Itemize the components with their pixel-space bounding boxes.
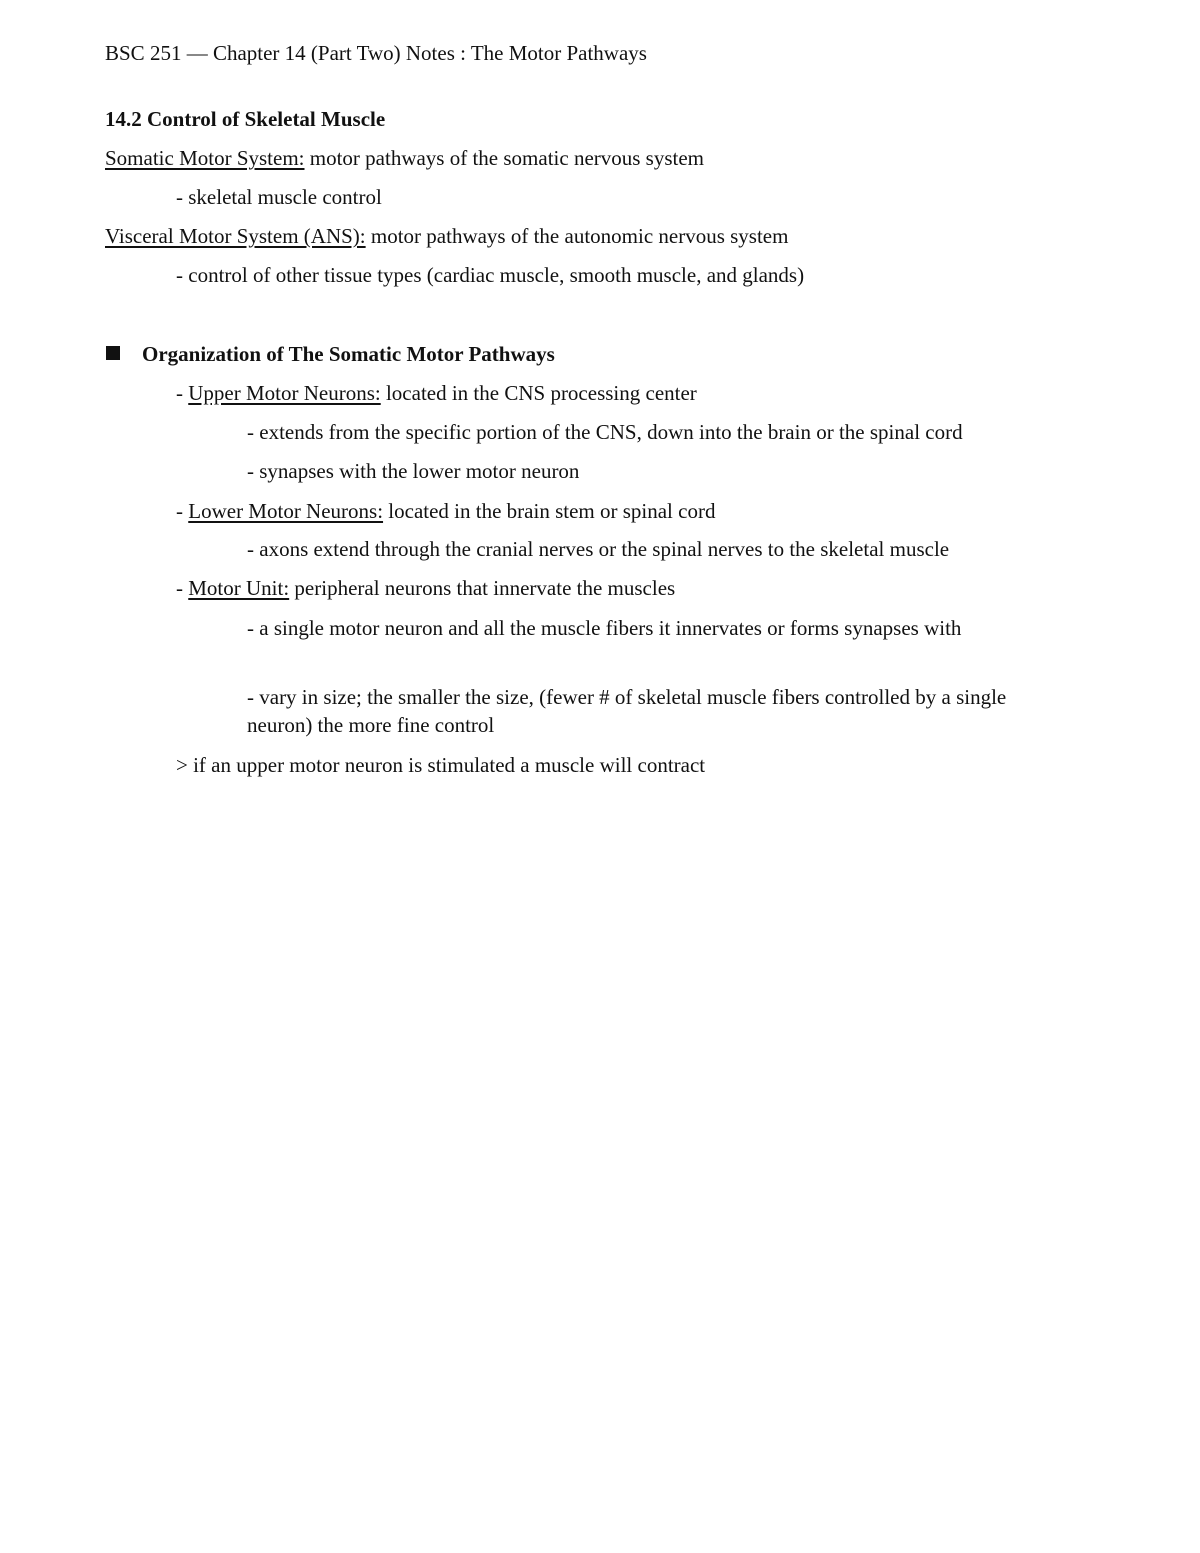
unit-prefix: -: [176, 576, 189, 600]
visceral-term: Visceral Motor System (ANS):: [105, 224, 366, 248]
bullet-square-icon: [106, 346, 120, 360]
upper-subpoint-2: - synapses with the lower motor neuron: [247, 459, 580, 483]
lower-subpoint-1: - axons extend through the cranial nerves or the spinal nerves to the skeletal muscle: [247, 537, 950, 561]
lower-prefix: -: [176, 499, 189, 523]
upper-subpoint-1: - extends from the specific portion of the CNS, down into the brain or the spinal cord: [247, 420, 963, 444]
lower-def-text: located in the brain stem or spinal cord: [383, 499, 716, 523]
unit-term: Motor Unit:: [188, 576, 290, 600]
contraction-note: > if an upper motor neuron is stimulated a muscle will contract: [176, 753, 706, 777]
section-heading-organization: Organization of The Somatic Motor Pathways: [142, 342, 555, 366]
page-title: BSC 251 — Chapter 14 (Part Two) Notes : The Motor Pathways: [105, 41, 647, 65]
lower-motor-neurons: [176, 497, 715, 525]
upper-term: Upper Motor Neurons:: [188, 381, 381, 405]
unit-subpoint-1: - a single motor neuron and all the muscle fibers it innervates or forms synapses with: [247, 616, 962, 640]
lower-term: Lower Motor Neurons:: [188, 499, 384, 523]
somatic-def-text: motor pathways of the somatic nervous system: [304, 146, 705, 170]
upper-motor-neurons: [176, 379, 697, 407]
unit-subpoint-2: - vary in size; the smaller the size, (fewer # of skeletal muscle fibers controlled by a single neuron) the more fine control: [247, 685, 1007, 737]
somatic-term: Somatic Motor System:: [105, 146, 305, 170]
somatic-subpoint: - skeletal muscle control: [176, 185, 382, 209]
visceral-def-text: motor pathways of the autonomic nervous system: [365, 224, 789, 248]
visceral-definition: [105, 222, 788, 250]
motor-unit: [176, 574, 675, 602]
visceral-subpoint: - control of other tissue types (cardiac muscle, smooth muscle, and glands): [176, 263, 805, 287]
somatic-definition: [105, 144, 704, 172]
section-heading-control: 14.2 Control of Skeletal Muscle: [105, 107, 386, 131]
upper-def-text: located in the CNS processing center: [380, 381, 697, 405]
unit-def-text: peripheral neurons that innervate the muscles: [289, 576, 676, 600]
upper-prefix: -: [176, 381, 189, 405]
